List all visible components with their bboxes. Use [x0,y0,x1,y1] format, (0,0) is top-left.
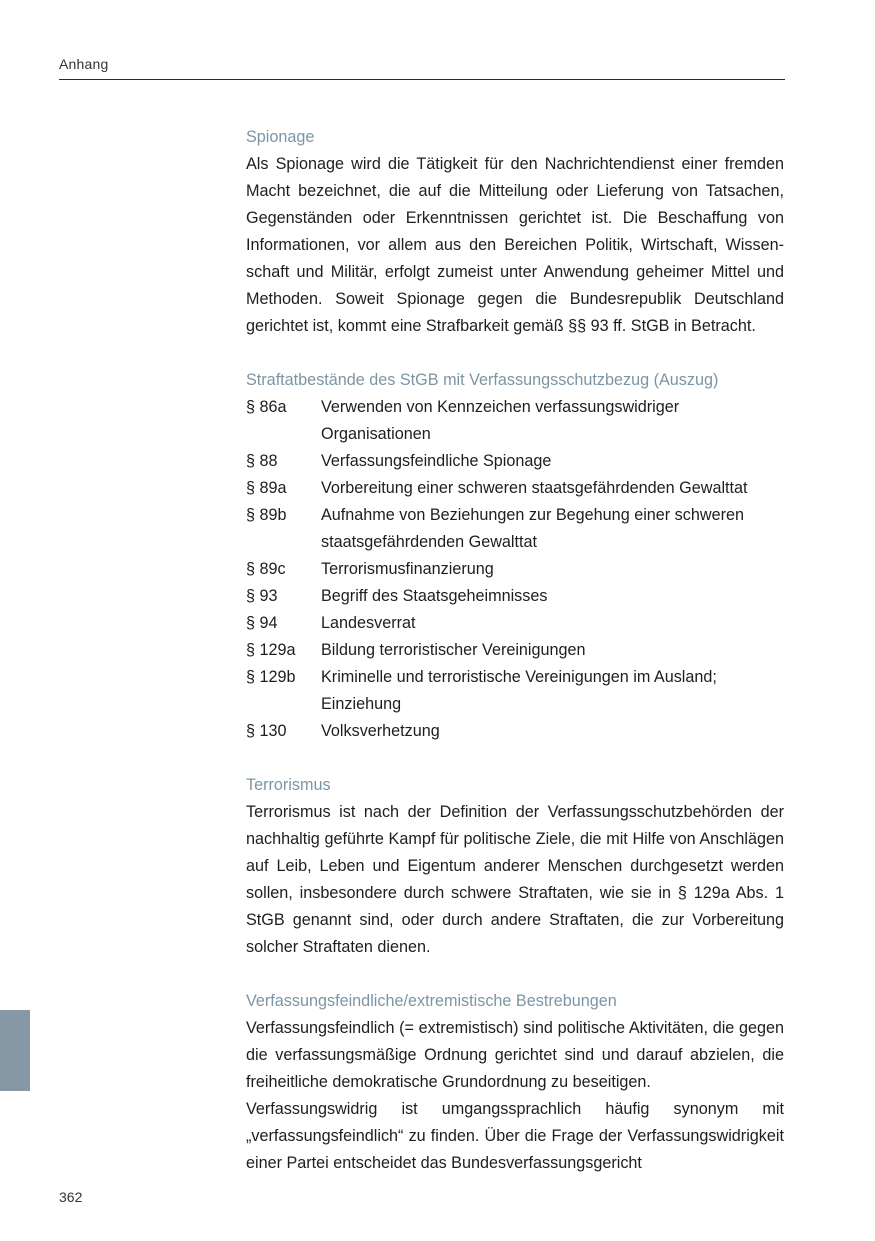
section-heading-straftat: Straftatbestände des StGB mit Verfassungsschutzbezug (Auszug) [246,371,719,389]
law-number: § 89b [246,506,287,524]
law-number: § 94 [246,614,278,632]
law-item [246,637,784,664]
paragraph-verfassungsfeindlich-2: Verfassungswidrig ist umgangssprachlich häufig synonym mit „verfassungsfeindlich“ zu finden. Über die Frage der Verfassungswidrigkeit einer Partei entscheidet das Bundesverfassungsgericht [246,1100,784,1172]
section-heading-terrorismus: Terrorismus [246,776,331,794]
section-heading-spionage: Spionage [246,128,315,146]
paragraph-spionage: Als Spionage wird die Tätigkeit für den Nachrichtendienst einer fremden Macht bezeichnet, die auf die Mitteilung oder Lieferung von Tatsachen, Gegenständen oder Erkenntnissen gerichtet ist. Die Beschaffung von Informationen, vor allem aus den Bereichen Politik, Wirtschaft, Wissenschaft und Militär, erfolgt zumeist unter Anwendung geheimer Mittel und Methoden. Soweit Spionage gegen die Bundesrepublik Deutschland gerichtet ist, kommt eine Strafbarkeit gemäß §§ 93 ff. StGB in Betracht. [246,155,784,335]
law-title: Volksverhetzung [321,722,440,740]
header-rule [59,79,785,80]
law-number: § 129b [246,668,296,686]
law-item [246,448,784,475]
law-number: § 88 [246,452,278,470]
law-item [246,583,784,610]
law-number: § 129a [246,641,296,659]
law-number: § 89a [246,479,287,497]
law-number: § 130 [246,722,287,740]
spacer [246,340,784,367]
law-item [246,556,784,583]
law-item [246,475,784,502]
law-item [246,394,784,448]
section-heading-verfassungsfeindlich: Verfassungsfeindliche/extremistische Bestrebungen [246,992,617,1010]
law-title: Vorbereitung einer schweren staatsgefährdenden Gewalttat [321,479,748,497]
law-item [246,718,784,745]
law-title: Landesverrat [321,614,416,632]
law-list [246,394,784,745]
law-title: Verfassungsfeindliche Spionage [321,452,552,470]
running-head-title: Anhang [59,56,109,72]
law-title: Kriminelle und terroristische Vereinigungen im Ausland; Einziehung [321,668,717,713]
law-title: Terrorismusfinanzierung [321,560,494,578]
law-title: Begriff des Staatsgeheimnisses [321,587,548,605]
law-title: Verwenden von Kennzeichen verfassungswidriger Organisationen [321,398,680,443]
page-number: 362 [59,1189,83,1205]
law-number: § 86a [246,398,287,416]
spacer [246,745,784,772]
law-number: § 89c [246,560,286,578]
law-item [246,664,784,718]
main-content [246,124,784,1177]
spacer [246,961,784,988]
chapter-side-tab [0,1010,30,1091]
law-title: Bildung terroristischer Vereinigungen [321,641,586,659]
paragraph-terrorismus: Terrorismus ist nach der Definition der Verfassungsschutzbehörden der nachhaltig geführte Kampf für politische Ziele, die mit Hilfe von Anschlägen auf Leib, Leben und Eigentum anderer Menschen durchgesetzt werden sollen, insbesondere durch schwere Straftaten, wie sie in § 129a Abs. 1 StGB genannt sind, oder durch andere Straftaten, die zur Vorbereitung solcher Straftaten dienen. [246,803,784,956]
law-number: § 93 [246,587,278,605]
law-title: Aufnahme von Beziehungen zur Begehung einer schweren staatsgefährdenden Gewalttat [321,506,744,551]
law-item [246,502,784,556]
paragraph-verfassungsfeindlich-1: Verfassungsfeindlich (= extremistisch) sind politische Aktivitäten, die gegen die verfassungsmäßige Ordnung gerichtet sind und darauf abzielen, die freiheitliche demokratische Grundordnung zu beseitigen. [246,1019,784,1091]
law-item [246,610,784,637]
